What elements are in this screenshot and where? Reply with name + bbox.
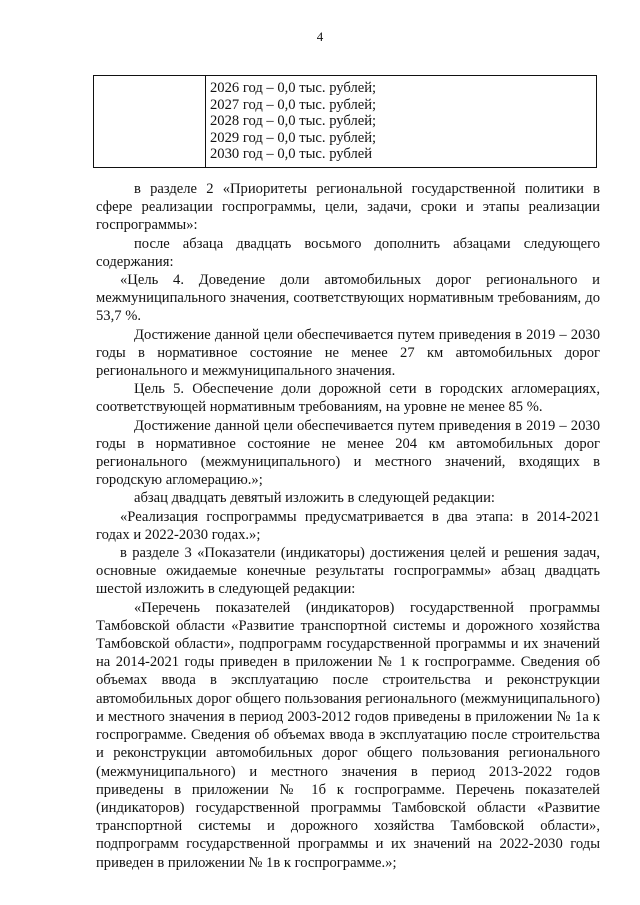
paragraph-section-2: в разделе 2 «Приоритеты региональной государственной политики в сфере реализации госпрограммы, цели, задачи, сроки и этапы реализации госпрограммы»: bbox=[96, 181, 600, 234]
paragraph-add-after-28: после абзаца двадцать восьмого дополнить абзацами следующего содержания: bbox=[96, 235, 600, 270]
body-text bbox=[96, 180, 600, 872]
paragraph-goal-4: «Цель 4. Доведение доли автомобильных дорог регионального и межмуниципального значения, соответствующих нормативным требованиям, до 53,7 %. bbox=[96, 272, 600, 325]
paragraph-29-edit: абзац двадцать девятый изложить в следующей редакции: bbox=[134, 490, 495, 507]
paragraph-implementation-stages: «Реализация госпрограммы предусматривается в два этапа: в 2014-2021 годах и 2022-2030 годах.»; bbox=[96, 508, 600, 543]
page-number: 4 bbox=[316, 29, 324, 44]
funding-year-2027: 2027 год – 0,0 тыс. рублей; bbox=[210, 96, 377, 113]
paragraph-goal-5-achievement: Достижение данной цели обеспечивается путем приведения в 2019 – 2030 годы в нормативное состояние не менее 204 км автомобильных дорог регионального (межмуниципального) и местного значений, входящих в городскую агломерацию.»; bbox=[96, 417, 600, 489]
funding-year-2029: 2029 год – 0,0 тыс. рублей; bbox=[210, 129, 377, 146]
paragraph-goal-4-achievement: Достижение данной цели обеспечивается путем приведения в 2019 – 2030 годы в нормативное состояние не менее 27 км автомобильных дорог регионального и межмуниципального значения. bbox=[96, 326, 600, 380]
paragraph-section-3: в разделе 3 «Показатели (индикаторы) достижения целей и решения задач, основные ожидаемые конечные результаты госпрограммы» абзац двадцать шестой изложить в следующей редакции: bbox=[96, 545, 600, 598]
paragraph-indicators-list: «Перечень показателей (индикаторов) государственной программы Тамбовской области «Развитие транспортной системы и дорожного хозяйства Тамбовской области», подпрограмм государственной программы и их значений на 2014-2021 годы приведен в приложении № 1 к госпрограмме. Сведения об объемах ввода в эксплуатацию после строительства и реконструкции автомобильных дорог общего пользования регионального (межмуниципального) и местного значения в период 2003-2012 годов приведены в приложении № 1а к госпрограмме. Сведения об объемах ввода в эксплуатацию после строительства и реконструкции автомобильных дорог общего пользования регионального (межмуниципального) и местного значения в период 2013-2022 годов приведены в приложении № 1б к госпрограмме. Перечень показателей (индикаторов) государственной программы Тамбовской области «Развитие транспортной системы и дорожного хозяйства Тамбовской области», подпрограмм государственной программы и их значений на 2022-2030 годы приведен в приложении № 1в к госпрограмме.»; bbox=[96, 599, 600, 871]
funding-year-2026: 2026 год – 0,0 тыс. рублей; bbox=[210, 80, 377, 96]
funding-year-2028: 2028 год – 0,0 тыс. рублей; bbox=[210, 113, 377, 129]
funding-year-2030: 2030 год – 0,0 тыс. рублей bbox=[210, 146, 373, 162]
table-cell-empty bbox=[94, 76, 206, 167]
paragraph-goal-5: Цель 5. Обеспечение доли дорожной сети в городских агломерациях, соответствующей нормативным требованиям, на уровне не менее 85 %. bbox=[96, 381, 600, 416]
budget-table bbox=[93, 75, 597, 168]
table-cell-funding bbox=[206, 76, 376, 167]
